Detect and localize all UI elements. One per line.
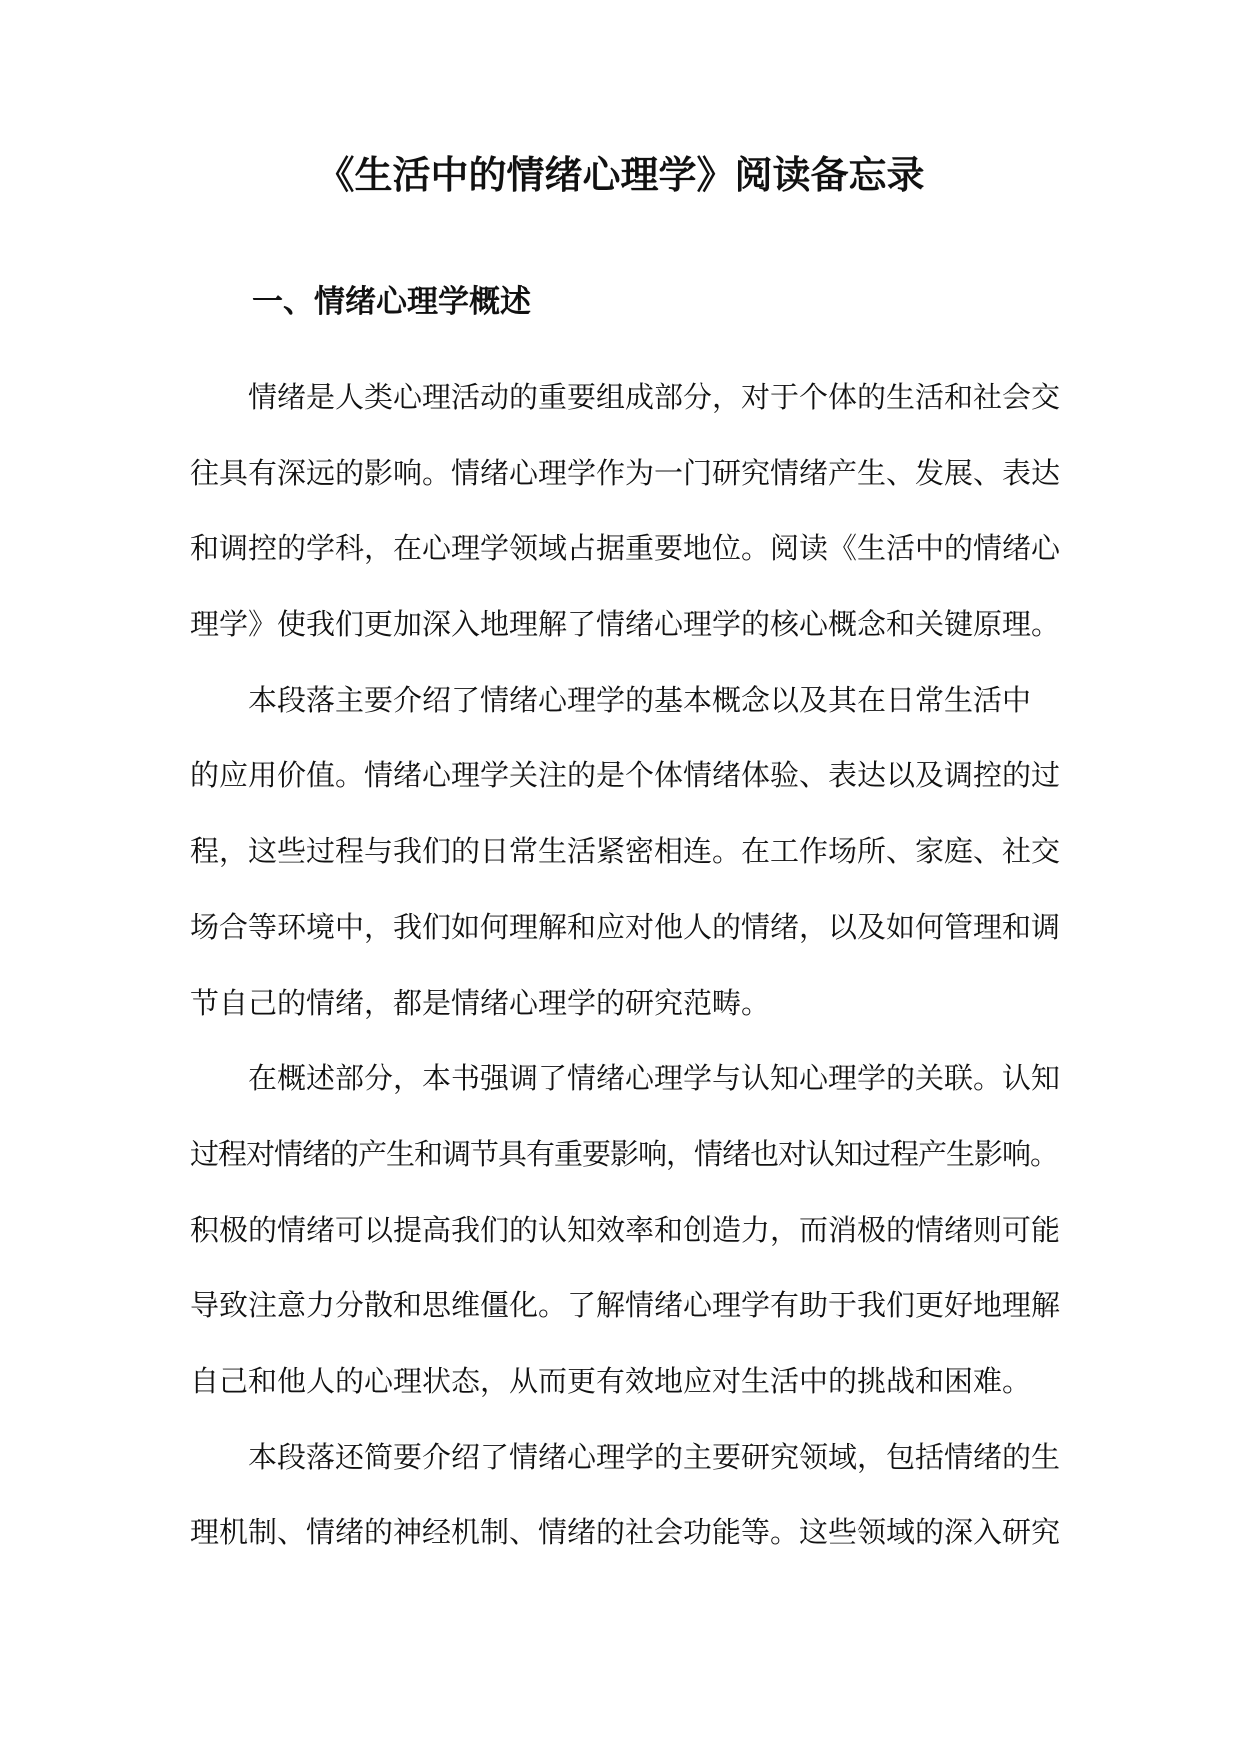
text-line: 本段落还简要介绍了情绪心理学的主要研究领域，包括情绪的生 bbox=[248, 1439, 1061, 1474]
text-line: 自己和他人的心理状态，从而更有效地应对生活中的挑战和困难。 bbox=[190, 1363, 1032, 1398]
paragraph-2 bbox=[190, 663, 1062, 1041]
text-line: 节自己的情绪，都是情绪心理学的研究范畴。 bbox=[190, 985, 771, 1020]
text-line: 理学》使我们更加深入地理解了情绪心理学的核心概念和关键原理。 bbox=[190, 607, 1061, 642]
text-line: 过程对情绪的产生和调节具有重要影响，情绪也对认知过程产生影响。 bbox=[190, 1136, 1059, 1171]
section-heading: 一、情绪心理学概述 bbox=[252, 284, 531, 320]
text-line: 的应用价值。情绪心理学关注的是个体情绪体验、表达以及调控的过 bbox=[190, 758, 1061, 793]
text-line: 在概述部分，本书强调了情绪心理学与认知心理学的关联。认知 bbox=[248, 1061, 1061, 1096]
paragraph-4 bbox=[190, 1420, 1062, 1571]
text-line: 场合等环境中，我们如何理解和应对他人的情绪，以及如何管理和调 bbox=[190, 909, 1061, 944]
text-line: 导致注意力分散和思维僵化。了解情绪心理学有助于我们更好地理解 bbox=[190, 1288, 1061, 1323]
body-text bbox=[190, 360, 1062, 1571]
paragraph-3 bbox=[190, 1041, 1062, 1419]
text-line: 积极的情绪可以提高我们的认知效率和创造力，而消极的情绪则可能 bbox=[190, 1212, 1061, 1247]
text-line: 和调控的学科，在心理学领域占据重要地位。阅读《生活中的情绪心 bbox=[190, 531, 1061, 566]
text-line: 程，这些过程与我们的日常生活紧密相连。在工作场所、家庭、社交 bbox=[190, 834, 1061, 869]
text-line: 理机制、情绪的神经机制、情绪的社会功能等。这些领域的深入研究 bbox=[190, 1515, 1061, 1550]
document-title: 《生活中的情绪心理学》阅读备忘录 bbox=[316, 152, 925, 197]
paragraph-1 bbox=[190, 360, 1062, 663]
text-line: 往具有深远的影响。情绪心理学作为一门研究情绪产生、发展、表达 bbox=[190, 455, 1061, 490]
text-line: 情绪是人类心理活动的重要组成部分，对于个体的生活和社会交 bbox=[248, 380, 1061, 414]
text-line: 本段落主要介绍了情绪心理学的基本概念以及其在日常生活中 bbox=[248, 682, 1032, 717]
